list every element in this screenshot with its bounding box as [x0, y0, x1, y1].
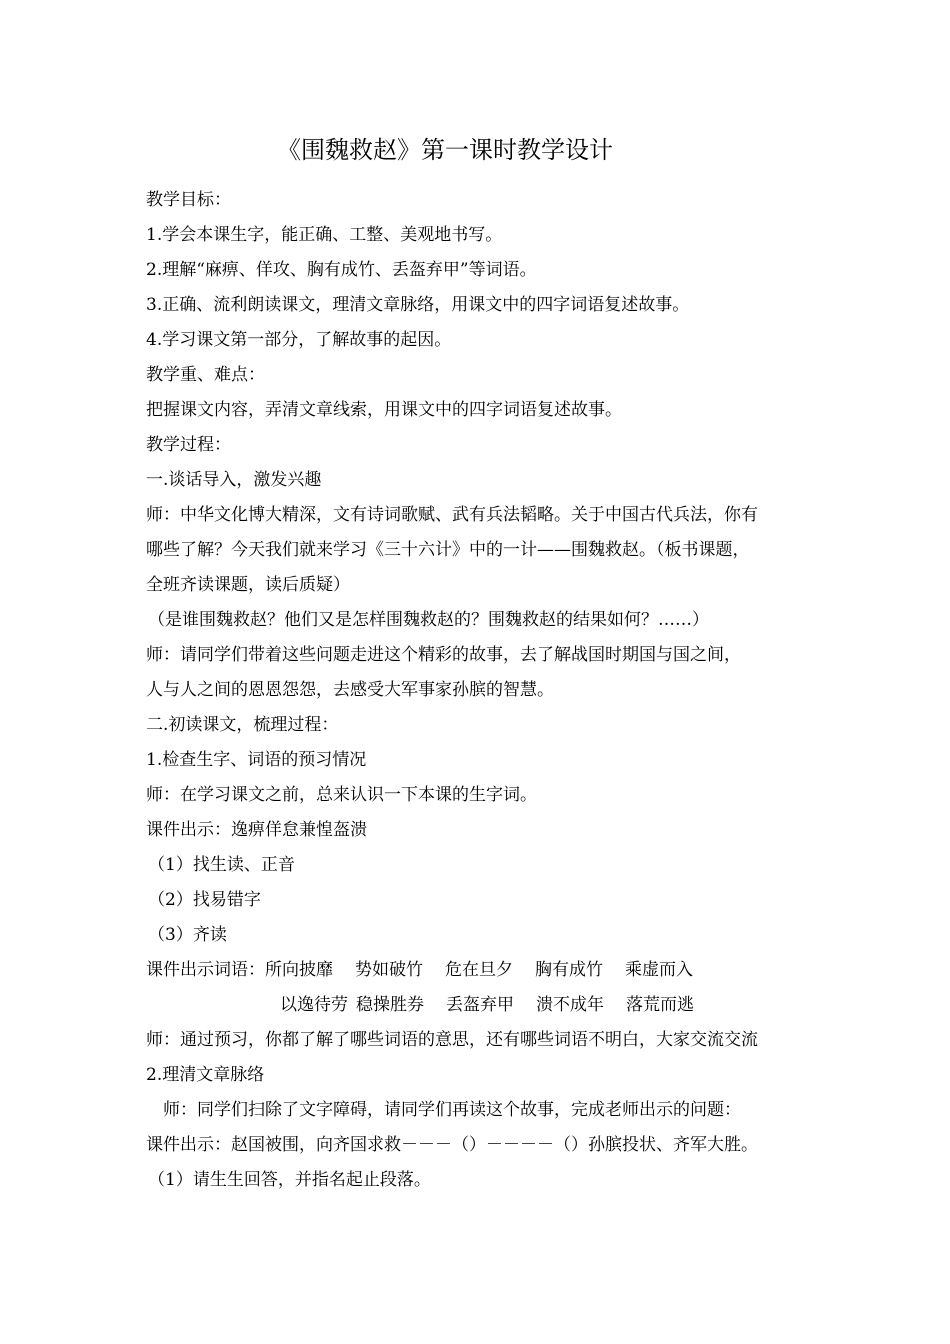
sub-step-2: 2.理清文章脉络 — [146, 1065, 265, 1085]
paragraph-line: 人与人之间的恩恩怨怨，去感受大军事家孙膑的智慧。 — [146, 680, 554, 700]
words-row-1 — [146, 953, 816, 988]
vocab-word: 胸有成竹 — [535, 960, 603, 980]
vocab-word: 势如破竹 — [355, 960, 423, 980]
list-item: （2）找易错字 — [148, 890, 261, 910]
slide-characters: 课件出示：逸痹佯怠兼惶盔溃 — [146, 820, 367, 840]
paragraph-line: 师：中华文化博大精深，文有诗词歌赋、武有兵法韬略。关于中国古代兵法，你有 — [146, 505, 758, 525]
paragraph-line: 师：通过预习，你都了解了哪些词语的意思，还有哪些词语不明白，大家交流交流 — [146, 1030, 758, 1050]
paragraph-line: 师：在学习课文之前，总来认识一下本课的生字词。 — [146, 785, 537, 805]
slide-outline: 课件出示：赵国被围，向齐国求救－－－（）－－－－（）孙膑投状、齐军大胜。 — [146, 1135, 758, 1155]
vocab-word: 溃不成年 — [536, 995, 604, 1015]
words-row-2 — [146, 988, 816, 1023]
objective-4: 4.学习课文第一部分，了解故事的起因。 — [146, 330, 452, 350]
paragraph-line: 师：请同学们带着这些问题走进这个精彩的故事，去了解战国时期国与国之间， — [146, 645, 741, 665]
paragraph-line: 全班齐读课题，读后质疑） — [146, 575, 350, 595]
section-heading-key-points: 教学重、难点： — [146, 365, 265, 385]
paragraph-line: 师：同学们扫除了文字障碍，请同学们再读这个故事，完成老师出示的问题： — [163, 1100, 741, 1120]
document-title: 《围魏救赵》第一课时教学设计 — [277, 136, 613, 164]
objective-3: 3.正确、流利朗读课文，理清文章脉络，用课文中的四字词语复述故事。 — [146, 295, 690, 315]
vocab-word: 乘虚而入 — [625, 960, 693, 980]
words-label: 课件出示词语： — [146, 960, 265, 980]
list-item: （1）找生读、正音 — [148, 855, 295, 875]
sub-step-1: 1.检查生字、词语的预习情况 — [146, 750, 367, 770]
section-heading-objectives: 教学目标： — [146, 190, 231, 210]
list-item: （3）齐读 — [148, 925, 227, 945]
questions-line: （是谁围魏救赵？他们又是怎样围魏救赵的？围魏救赵的结果如何？……） — [148, 610, 709, 630]
list-item: （1）请生生回答，并指名起止段落。 — [148, 1170, 431, 1190]
objective-1: 1.学会本课生字，能正确、工整、美观地书写。 — [146, 225, 503, 245]
vocab-word: 危在旦夕 — [445, 960, 513, 980]
vocab-word: 所向披靡 — [265, 960, 333, 980]
key-points-text: 把握课文内容，弄清文章线索，用课文中的四字词语复述故事。 — [146, 400, 622, 420]
document-body — [146, 183, 816, 1198]
section-heading-process: 教学过程： — [146, 435, 231, 455]
vocab-word: 稳操胜券 — [356, 995, 424, 1015]
vocab-word: 落荒而逃 — [626, 995, 694, 1015]
vocab-word: 以逸待劳 — [280, 995, 348, 1015]
step-1-heading: 一.谈话导入，激发兴趣 — [146, 470, 322, 490]
step-2-heading: 二.初读课文，梳理过程： — [146, 715, 339, 735]
vocab-word: 丢盔弃甲 — [446, 995, 514, 1015]
objective-2: 2.理解“麻痹、佯攻、胸有成竹、丢盔弃甲”等词语。 — [146, 260, 537, 280]
paragraph-line: 哪些了解？今天我们就来学习《三十六计》中的一计——围魏救赵。（板书课题， — [146, 540, 750, 560]
